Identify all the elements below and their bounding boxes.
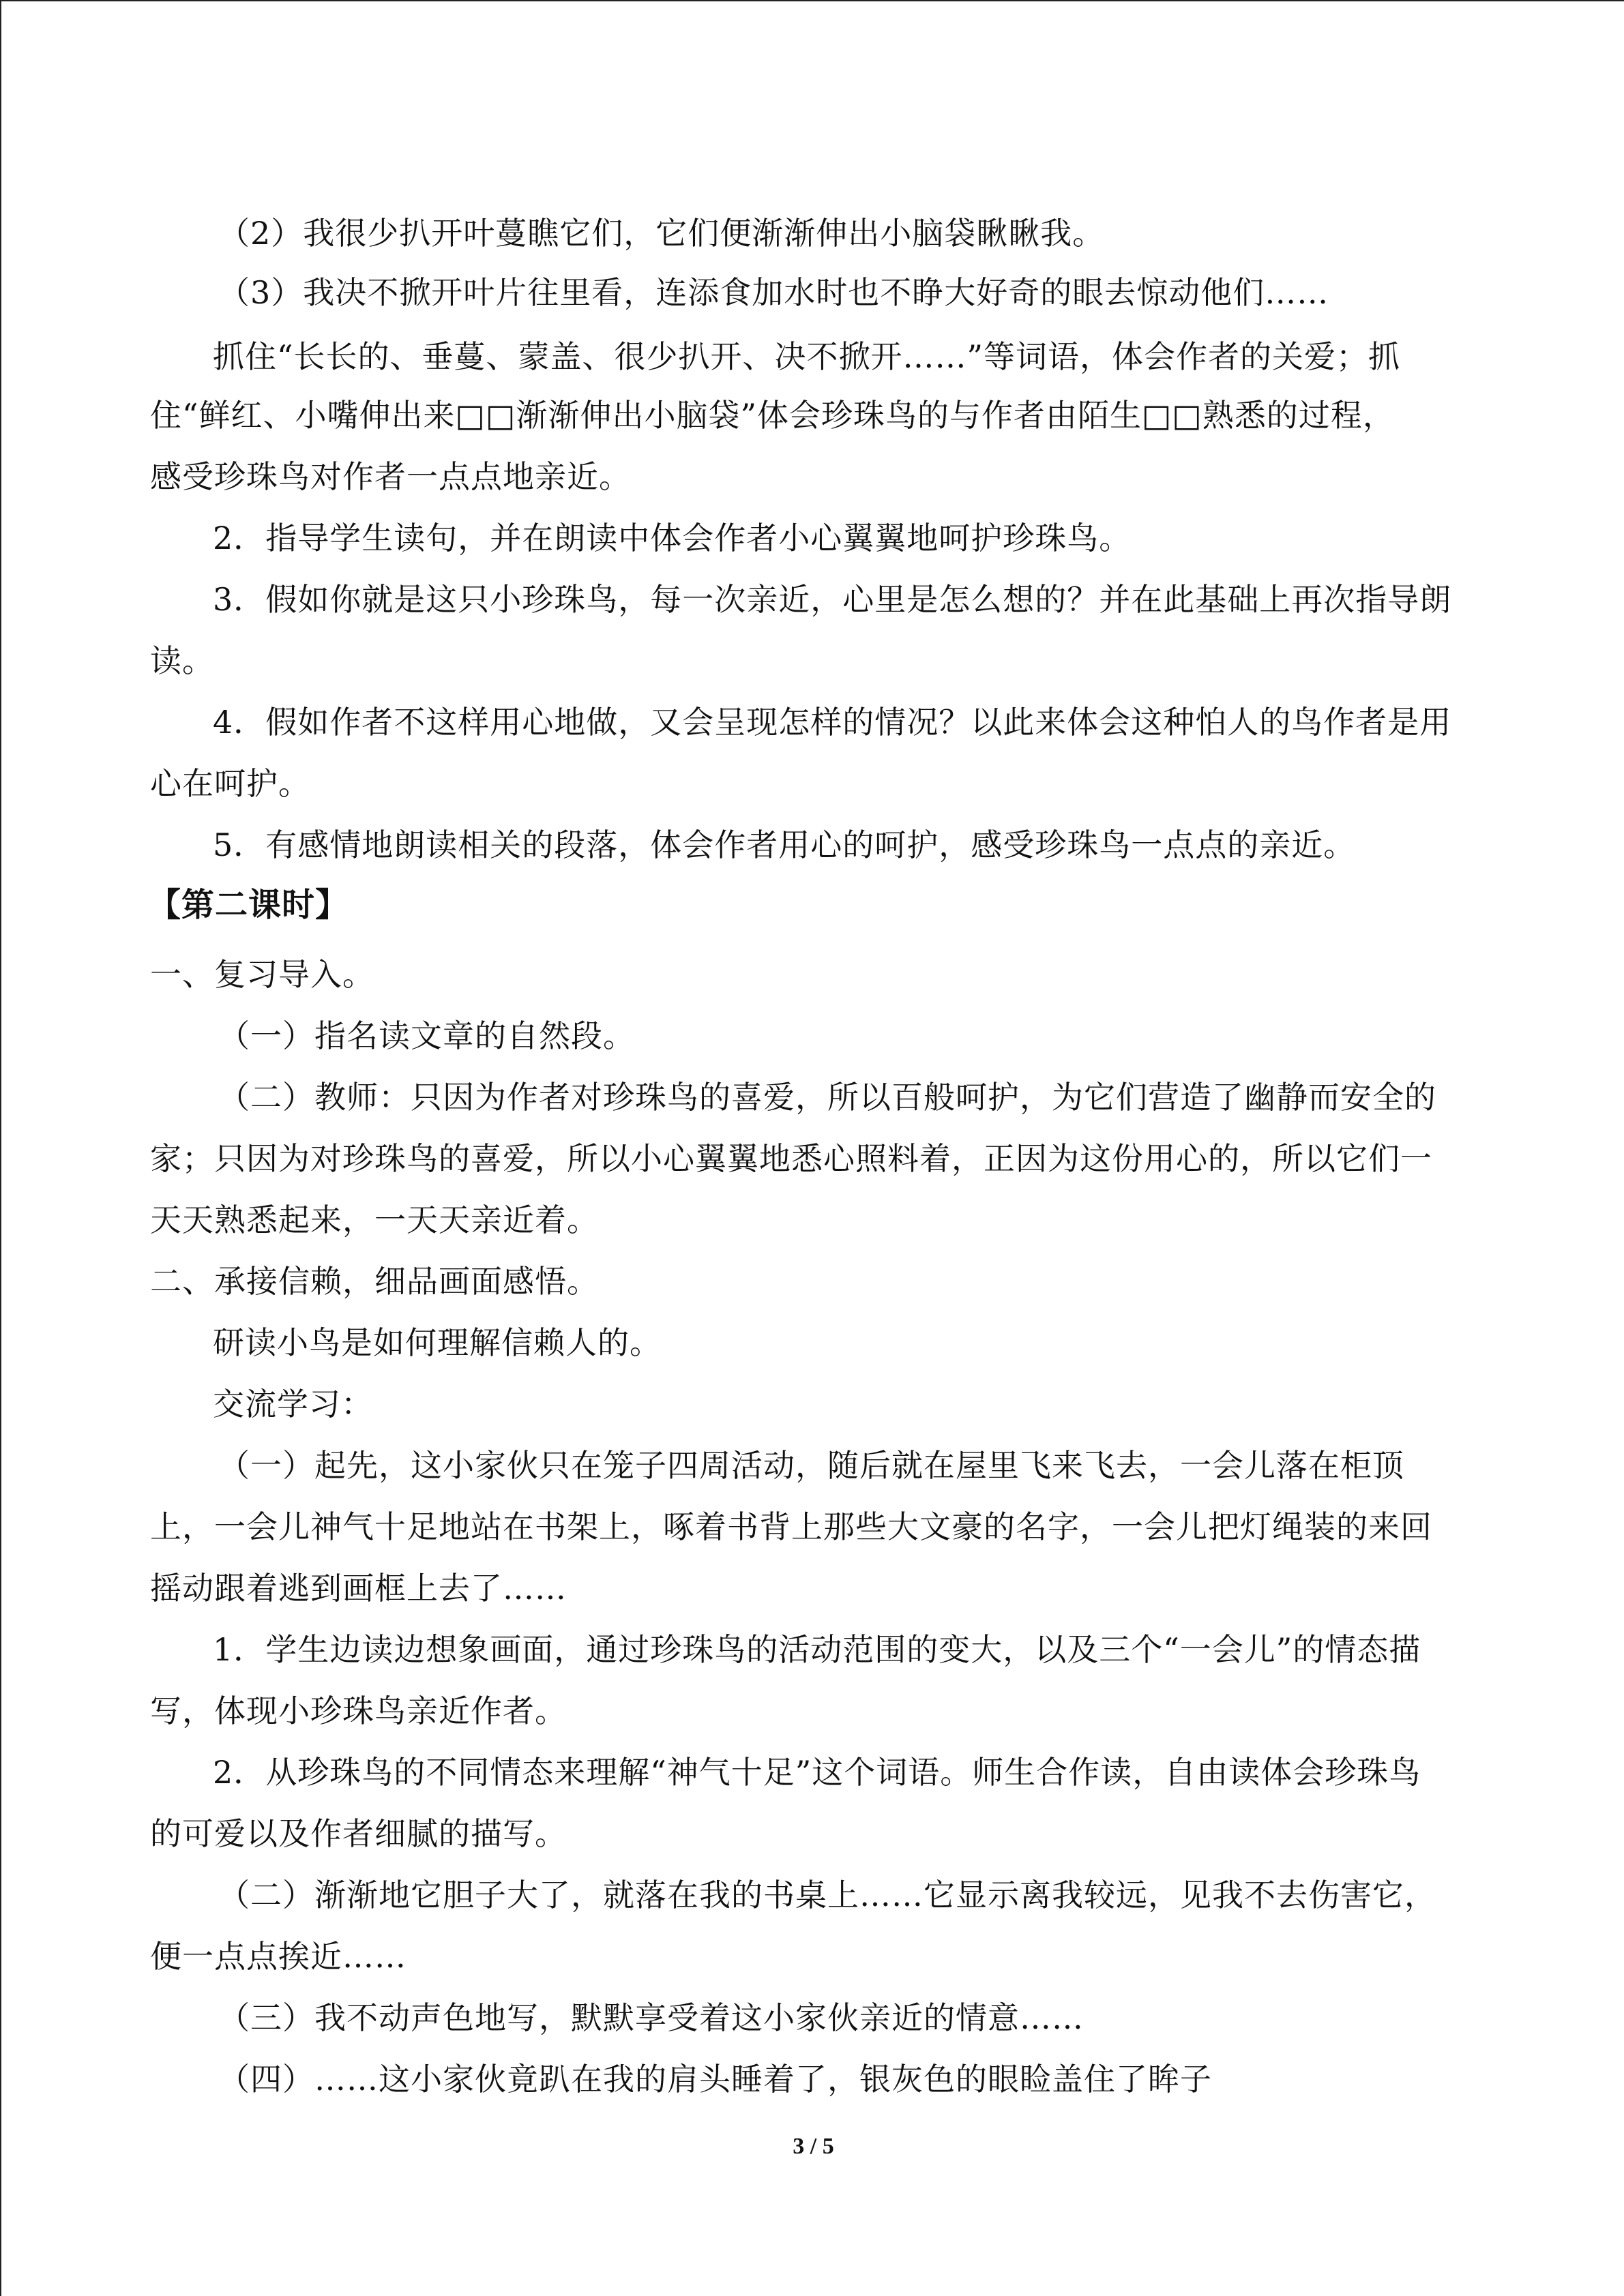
text-line: 二、承接信赖，细品画面感悟。 xyxy=(150,1263,599,1300)
text-line: 3．假如你就是这只小珍珠鸟，每一次亲近，心里是怎么想的？并在此基础上再次指导朗 xyxy=(213,581,1452,618)
text-line: 住“鲜红、小嘴伸出来□□渐渐伸出小脑袋”体会珍珠鸟的与作者由陌生□□熟悉的过程， xyxy=(150,397,1395,434)
text-line: （一）起先，这小家伙只在笼子四周活动，随后就在屋里飞来飞去，一会儿落在柜顶 xyxy=(218,1447,1404,1484)
text-line: 感受珍珠鸟对作者一点点地亲近。 xyxy=(150,458,631,495)
text-line: 2．从珍珠鸟的不同情态来理解“神气十足”这个词语。师生合作读，自由读体会珍珠鸟 xyxy=(213,1754,1421,1791)
text-line: （2）我很少扒开叶蔓瞧它们，它们便渐渐伸出小脑袋瞅瞅我。 xyxy=(218,215,1105,252)
text-line: 4．假如作者不这样用心地做，又会呈现怎样的情况？以此来体会这种怕人的鸟作者是用 xyxy=(213,704,1452,741)
text-line: 摇动跟着逃到画框上去了…… xyxy=(150,1570,567,1607)
text-line: 抓住“长长的、垂蔓、蒙盖、很少扒开、决不掀开……”等词语，体会作者的关爱；抓 xyxy=(213,338,1401,375)
text-line: 家；只因为对珍珠鸟的喜爱，所以小心翼翼地悉心照料着，正因为这份用心的，所以它们一 xyxy=(150,1140,1432,1177)
text-line: 心在呵护。 xyxy=(150,765,310,802)
text-line: （3）我决不掀开叶片往里看，连添食加水时也不睁大好奇的眼去惊动他们…… xyxy=(218,274,1329,311)
text-line: 读。 xyxy=(150,642,214,679)
text-line: 上，一会儿神气十足地站在书架上，啄着书背上那些大文豪的名字，一会儿把灯绳装的来回 xyxy=(150,1508,1432,1545)
page-number: 3 / 5 xyxy=(793,2134,834,2159)
text-line: （三）我不动声色地写，默默享受着这小家伙亲近的情意…… xyxy=(218,1999,1084,2036)
text-line: 的可爱以及作者细腻的描写。 xyxy=(150,1815,567,1852)
text-line: 5．有感情地朗读相关的段落，体会作者用心的呵护，感受珍珠鸟一点点的亲近。 xyxy=(213,826,1356,863)
text-line: 天天熟悉起来，一天天亲近着。 xyxy=(150,1202,599,1238)
section-heading: 【第二课时】 xyxy=(148,886,349,924)
text-line: 1．学生边读边想象画面，通过珍珠鸟的活动范围的变大，以及三个“一会儿”的情态描 xyxy=(213,1631,1421,1668)
text-line: 2．指导学生读句，并在朗读中体会作者小心翼翼地呵护珍珠鸟。 xyxy=(213,520,1132,556)
text-line: （一）指名读文章的自然段。 xyxy=(218,1017,635,1054)
text-line: 一、复习导入。 xyxy=(150,956,374,993)
text-line: 交流学习： xyxy=(213,1386,373,1422)
text-line: （二）渐渐地它胆子大了，就落在我的书桌上……它显示离我较远，见我不去伤害它， xyxy=(218,1877,1436,1913)
text-line: 研读小鸟是如何理解信赖人的。 xyxy=(213,1324,662,1361)
text-line: （四）……这小家伙竟趴在我的肩头睡着了，银灰色的眼睑盖住了眸子 xyxy=(218,2061,1212,2098)
text-line: 便一点点挨近…… xyxy=(150,1938,407,1975)
text-line: （二）教师：只因为作者对珍珠鸟的喜爱，所以百般呵护，为它们营造了幽静而安全的 xyxy=(218,1079,1436,1116)
text-line: 写，体现小珍珠鸟亲近作者。 xyxy=(150,1693,567,1729)
